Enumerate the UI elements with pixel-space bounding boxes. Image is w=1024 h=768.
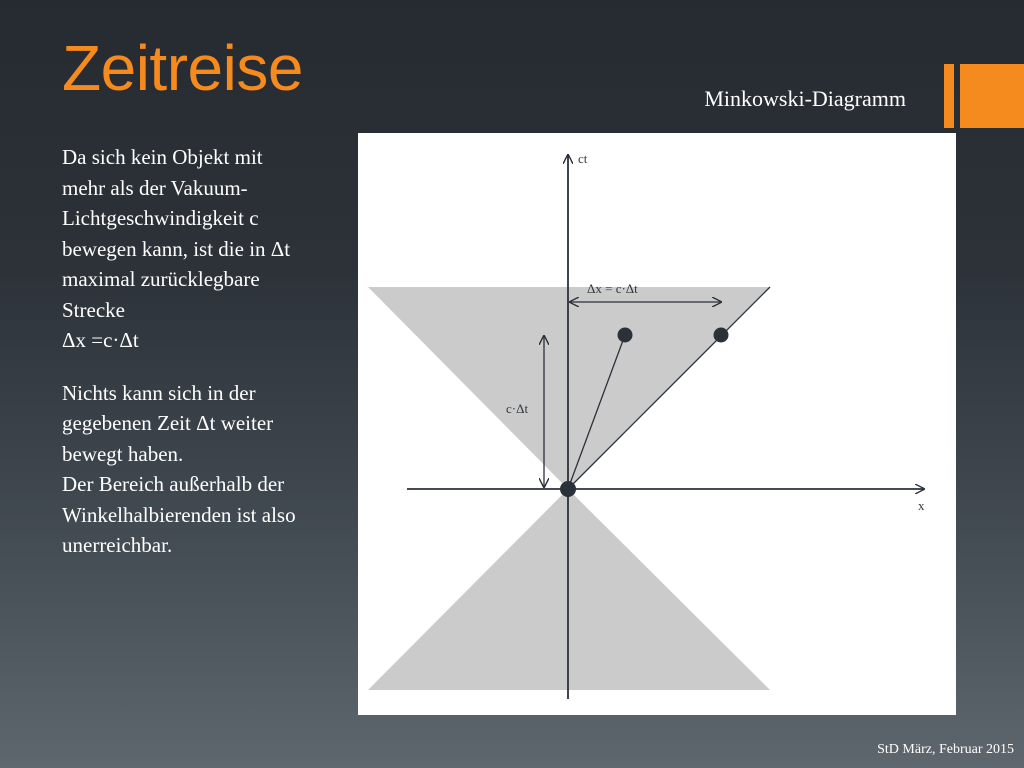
text-line: bewegt haben. [62,441,184,466]
text-line: Der Bereich außerhalb der [62,472,285,496]
text-line: Da sich kein Objekt mit [62,145,263,169]
text-line: Δx =c·Δt [62,328,139,352]
slide-title: Zeitreise [62,32,303,104]
paragraph-1 [62,142,347,356]
future-light-cone [368,287,770,489]
past-light-cone [368,489,770,690]
text-line: bewegen kann, ist die in Δt [62,236,291,261]
body-text [62,142,347,561]
paragraph-2 [62,378,347,561]
delta-x-label: Δx = c·Δt [587,281,638,296]
slide-subtitle: Minkowski-Diagramm [704,86,906,111]
text-line: mehr als der Vakuum- [62,175,248,200]
ct-axis-label: ct [578,151,588,166]
text-line: maximal zurücklegbare [62,267,260,291]
delta-t-label: c·Δt [506,401,529,416]
minkowski-diagram-svg [358,133,956,715]
text-line: unerreichbar. [62,533,173,557]
text-line: Strecke [62,297,125,322]
origin-dot [560,481,576,497]
minkowski-diagram [358,133,956,715]
text-line: Winkelhalbierenden ist also [62,502,296,527]
text-line: Lichtgeschwindigkeit c [62,206,259,230]
text-line: gegebenen Zeit Δt weiter [62,411,274,435]
event-reachable-dot [618,328,633,343]
accent-bar-thin [944,64,954,128]
event-light-dot [714,328,729,343]
footer-text: StD März, Februar 2015 [877,742,1014,757]
x-axis-label: x [918,498,925,513]
text-line: Nichts kann sich in der [62,380,256,405]
accent-bar-block [960,64,1024,128]
